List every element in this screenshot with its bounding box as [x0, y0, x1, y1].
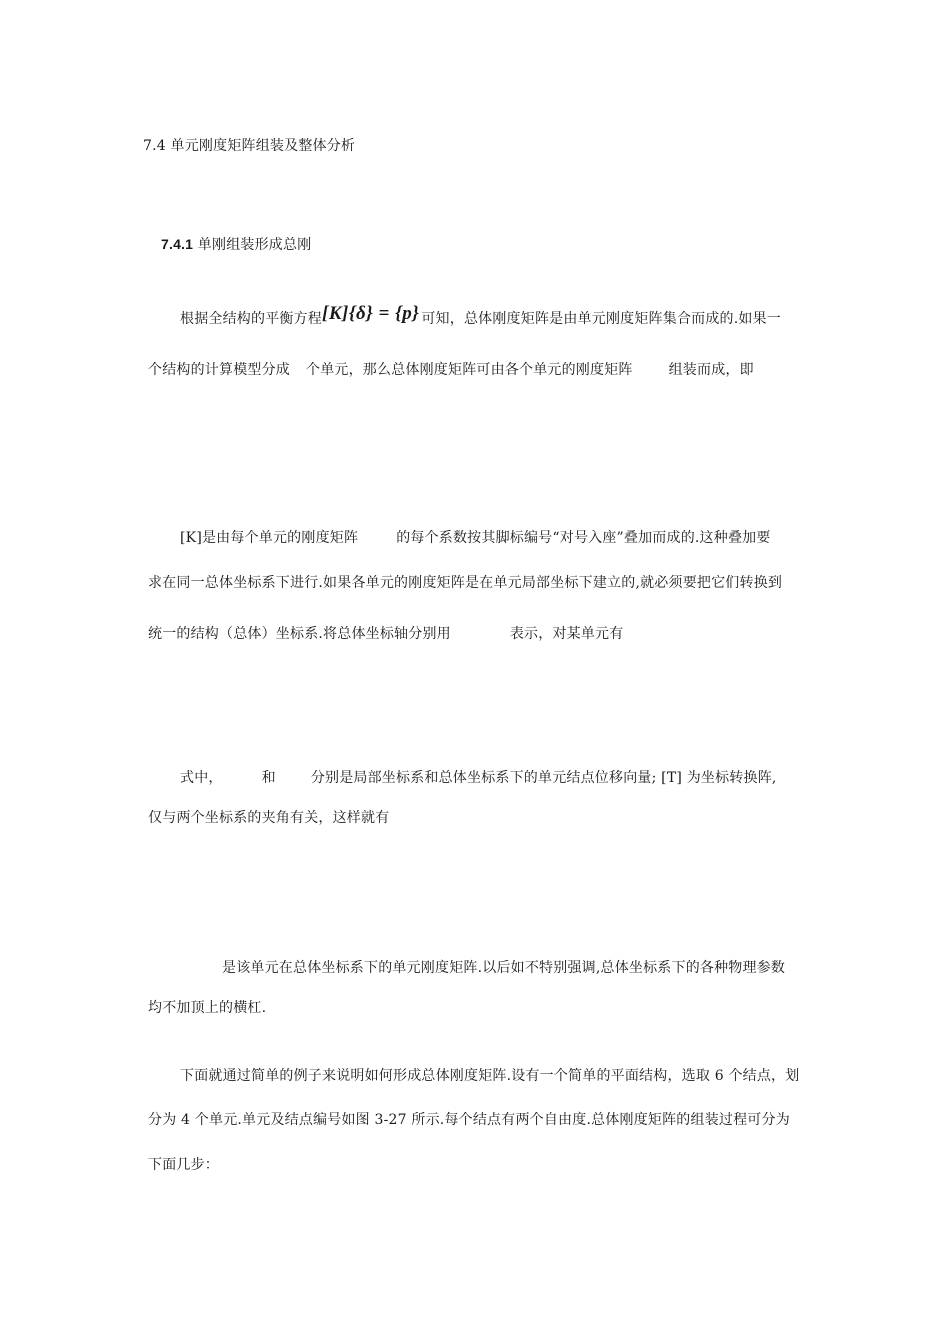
- text: 分别是局部坐标系和总体坐标系下的单元结点位移向量; [T] 为坐标转换阵,: [310, 770, 777, 786]
- paragraph-1-line-1: [180, 304, 781, 329]
- text: 表示，对某单元有: [509, 626, 624, 642]
- text: [K]是由每个单元的刚度矩阵: [180, 530, 359, 546]
- paragraph-3-line-1: [180, 768, 777, 788]
- text: 根据全结构的平衡方程: [180, 311, 322, 327]
- equilibrium-equation-formula: [K]{δ} = {p}: [322, 303, 420, 324]
- text: 可知，总体刚度矩阵是由单元刚度矩阵集合而成的.如果一: [421, 311, 782, 327]
- text: 个单元，那么总体刚度矩阵可由各个单元的刚度矩阵: [306, 362, 633, 378]
- section-title: 7.4 单元刚度矩阵组装及整体分析: [143, 138, 356, 154]
- text: 统一的结构（总体）坐标系.将总体坐标轴分别用: [148, 626, 451, 642]
- paragraph-5-line-3: 下面几步：: [148, 1157, 219, 1173]
- paragraph-5-line-1: 下面就通过简单的例子来说明如何形成总体刚度矩阵.设有一个简单的平面结构，选取 6 个结点，划: [180, 1068, 800, 1084]
- paragraph-2-line-2: 求在同一总体坐标系下进行.如果各单元的刚度矩阵是在单元局部坐标下建立的,就必须要把它们转换到: [148, 575, 783, 591]
- paragraph-5-line-2: 分为 4 个单元.单元及结点编号如图 3-27 所示.每个结点有两个自由度.总体刚度矩阵的组装过程可分为: [148, 1112, 790, 1128]
- paragraph-4-line-1: 是该单元在总体坐标系下的单元刚度矩阵.以后如不特别强调,总体坐标系下的各种物理参数: [222, 960, 786, 976]
- paragraph-2-line-3: [148, 624, 623, 644]
- text: 式中，: [180, 770, 223, 786]
- subsection-title: 单刚组装形成总刚: [197, 237, 312, 253]
- paragraph-2-line-1: [180, 528, 771, 548]
- paragraph-4-line-2: 均不加顶上的横杠.: [148, 1000, 267, 1016]
- subsection-number: 7.4.1: [161, 236, 194, 252]
- subsection-heading: [161, 234, 311, 255]
- text: 的每个系数按其脚标编号“对号入座”叠加而成的.这种叠加要: [396, 530, 771, 546]
- text: 和: [261, 770, 276, 786]
- text: 组装而成，即: [668, 362, 754, 378]
- paragraph-1-line-2: [148, 360, 754, 380]
- paragraph-3-line-2: 仅与两个坐标系的夹角有关，这样就有: [148, 810, 390, 826]
- text: 个结构的计算模型分成: [148, 362, 290, 378]
